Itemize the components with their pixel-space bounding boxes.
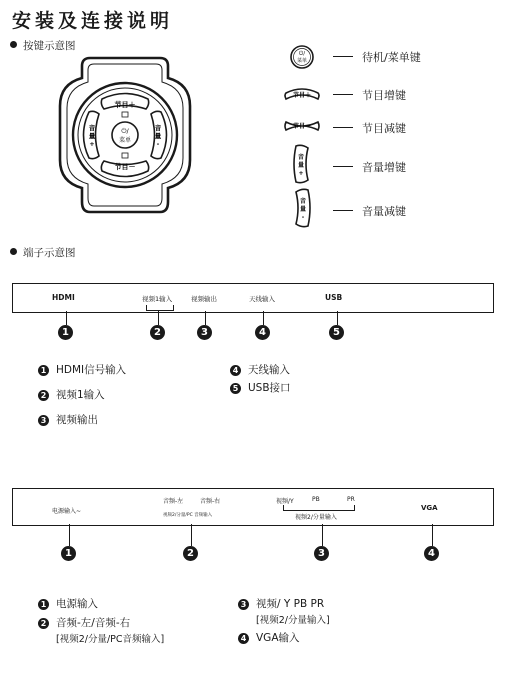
- leader-line: [191, 524, 192, 546]
- legend-menu-icon-line-1: ⏻/: [298, 51, 306, 57]
- remote-bottom-key-label: 节目－: [114, 163, 136, 171]
- section-ports-heading: [10, 245, 76, 260]
- section-ports-label: 端子示意图: [23, 247, 76, 259]
- desc-text: 视频1输入: [56, 389, 105, 401]
- bullet-icon: [10, 41, 17, 48]
- desc-number-badge: 2: [38, 618, 49, 629]
- button-panel-diagram: [50, 50, 200, 220]
- remote-right-key-line-3: -: [156, 140, 160, 148]
- port-number-badge: 4: [424, 546, 439, 561]
- remote-left-key-line-1: 音: [88, 124, 96, 132]
- port-number-badge: 3: [314, 546, 329, 561]
- legend-ch-up-label: 节目增键: [362, 89, 406, 102]
- desc-text: 电源输入: [56, 598, 98, 610]
- panel2-desc-2: [38, 617, 130, 630]
- panel2-label-audio-sub: 视频2/分量/PC 音频输入: [163, 513, 213, 518]
- panel2-desc-4: [238, 632, 300, 645]
- legend-leader-line: [333, 210, 353, 211]
- remote-center-power-symbol: ⏻/: [121, 127, 129, 135]
- legend-leader-line: [333, 127, 353, 128]
- panel2-label-power: 电源输入~: [52, 508, 82, 515]
- legend-leader-line: [333, 94, 353, 95]
- panel2-label-video2-group: 视频2/分量输入: [295, 514, 337, 521]
- legend-leader-line: [333, 166, 353, 167]
- desc-text: 视频/ Y PB PR: [256, 598, 325, 610]
- port-number-badge: 5: [329, 325, 344, 340]
- panel2-label-audio-left: 音频-左: [163, 498, 184, 505]
- panel1-desc-3: [38, 414, 98, 427]
- panel1-label-av1-in: 视频1输入: [142, 295, 173, 303]
- leader-line: [432, 524, 433, 546]
- panel1-label-antenna: 天线输入: [249, 295, 275, 303]
- panel1-desc-4: [230, 364, 290, 377]
- desc-number-badge: 4: [238, 633, 249, 644]
- leader-line: [322, 524, 323, 546]
- desc-text: 音频-左/音频-右: [56, 617, 131, 629]
- remote-left-key-line-2: 量: [88, 132, 96, 140]
- legend-vol-up-icon-line-2: 量: [297, 162, 305, 169]
- remote-left-key-line-3: +: [89, 140, 95, 148]
- section-keys-label: 按键示意图: [23, 40, 76, 52]
- panel1-desc-1: [38, 364, 126, 377]
- remote-top-key-label: 节目＋: [114, 101, 136, 109]
- remote-center-key-label: 菜单: [118, 137, 132, 144]
- legend-menu-icon-line-2: 菜单: [296, 58, 308, 64]
- port-number-badge: 3: [197, 325, 212, 340]
- legend-ch-down-label: 节目减键: [362, 122, 406, 135]
- panel2-label-pb: PB: [312, 496, 320, 503]
- leader-line: [69, 524, 70, 546]
- panel2-label-vga: VGA: [421, 504, 438, 512]
- legend-vol-down-icon-line-2: 量: [299, 206, 307, 213]
- legend-menu-key-label: 待机/菜单键: [362, 51, 421, 64]
- legend-vol-down-icon-line-1: 音: [299, 198, 307, 205]
- legend-leader-line: [333, 56, 353, 57]
- remote-right-key-line-2: 量: [154, 132, 162, 140]
- panel1-label-av-out: 视频输出: [191, 295, 217, 303]
- bracket-line: [146, 305, 174, 311]
- legend-vol-down-icon-line-3: -: [301, 214, 305, 221]
- panel1-label-hdmi: HDMI: [52, 293, 75, 302]
- port-number-badge: 4: [255, 325, 270, 340]
- desc-number-badge: 5: [230, 383, 241, 394]
- leader-line: [263, 311, 264, 325]
- leader-line: [158, 311, 159, 325]
- desc-number-badge: 3: [238, 599, 249, 610]
- port-number-badge: 1: [58, 325, 73, 340]
- panel1-desc-5: [230, 382, 291, 395]
- desc-number-badge: 2: [38, 390, 49, 401]
- bullet-icon: [10, 248, 17, 255]
- legend-ch-down-icon-label: 节目－: [292, 123, 312, 130]
- leader-line: [337, 311, 338, 325]
- desc-number-badge: 1: [38, 365, 49, 376]
- desc-text: 天线输入: [248, 364, 290, 376]
- desc-text: VGA输入: [256, 632, 300, 644]
- legend-vol-up-icon-line-1: 音: [297, 154, 305, 161]
- bracket-line: [283, 505, 355, 511]
- panel2-label-video-y: 视频/Y: [276, 498, 294, 505]
- legend-ch-up-icon-label: 节目＋: [292, 92, 312, 99]
- panel2-desc-2-sub: [视频2/分量/PC音频输入]: [56, 634, 165, 645]
- port-number-badge: 2: [150, 325, 165, 340]
- leader-line: [66, 311, 67, 325]
- desc-text: USB接口: [248, 382, 291, 394]
- legend-vol-down-label: 音量减键: [362, 205, 406, 218]
- leader-line: [205, 311, 206, 325]
- remote-right-key-line-1: 音: [154, 124, 162, 132]
- panel2-desc-3-sub: [视频2/分量输入]: [256, 615, 330, 626]
- desc-number-badge: 3: [38, 415, 49, 426]
- desc-number-badge: 4: [230, 365, 241, 376]
- desc-text: 视频输出: [56, 414, 98, 426]
- desc-text: HDMI信号输入: [56, 364, 127, 376]
- port-number-badge: 2: [183, 546, 198, 561]
- port-number-badge: 1: [61, 546, 76, 561]
- key-legend-icons: [278, 42, 338, 230]
- panel2-label-pr: PR: [347, 496, 355, 503]
- legend-vol-up-label: 音量增键: [362, 161, 406, 174]
- panel2-label-audio-right: 音频-右: [200, 498, 221, 505]
- legend-vol-up-icon-line-3: +: [298, 170, 304, 177]
- panel1-desc-2: [38, 389, 105, 402]
- desc-number-badge: 1: [38, 599, 49, 610]
- page-title: 安装及连接说明: [12, 10, 174, 32]
- panel2-desc-3: [238, 598, 324, 611]
- panel1-label-usb: USB: [325, 293, 343, 302]
- panel2-desc-1: [38, 598, 98, 611]
